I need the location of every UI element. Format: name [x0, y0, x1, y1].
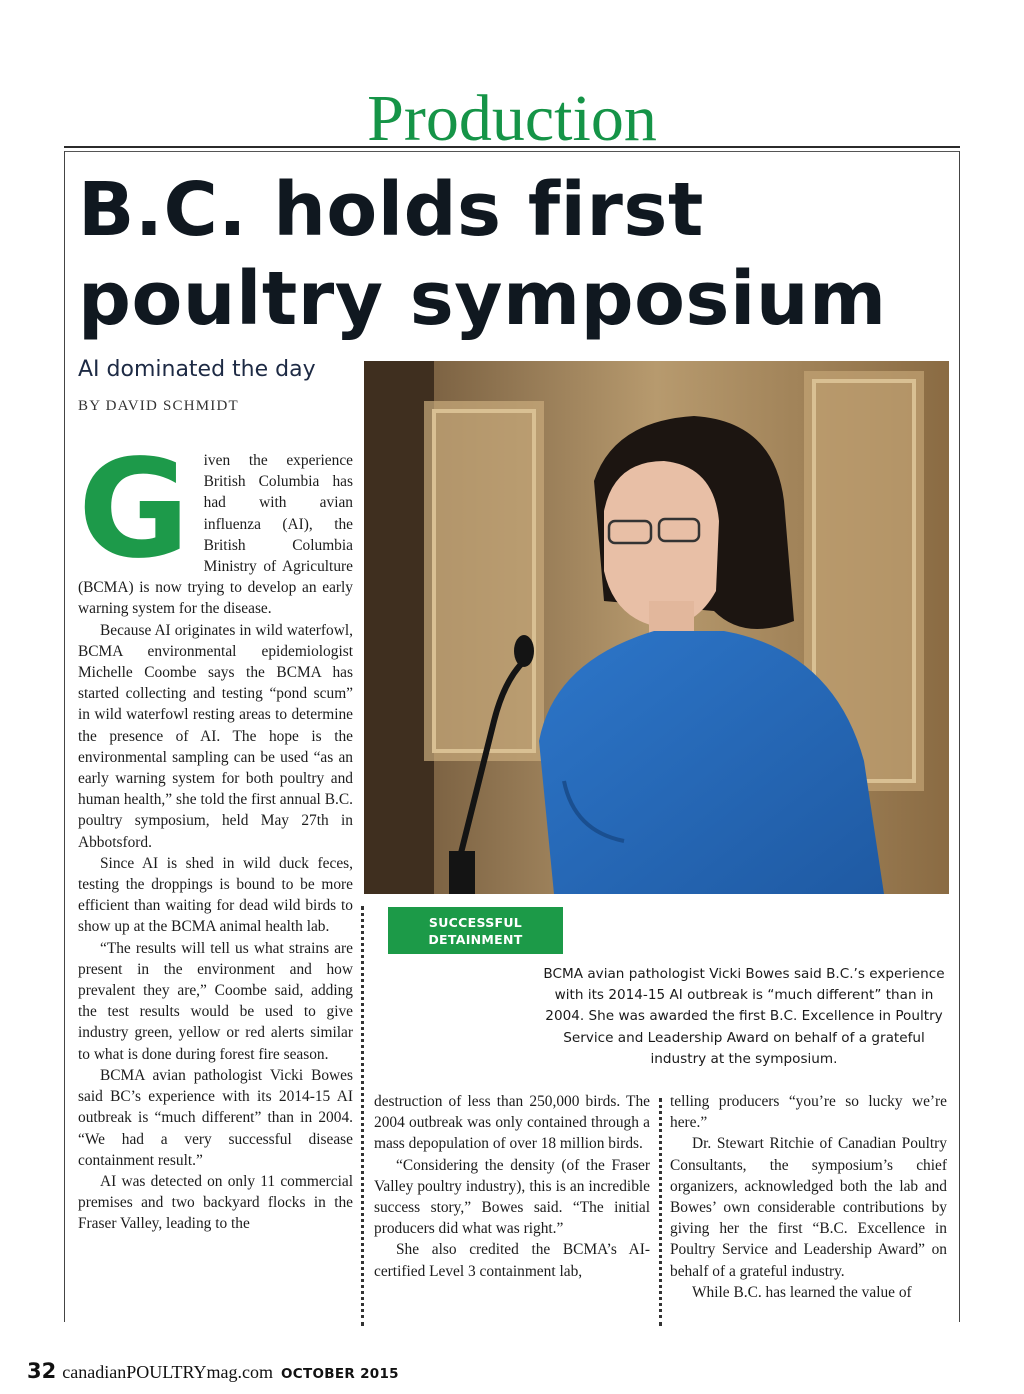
article-column-1: [78, 450, 353, 1328]
headline-line-1: B.C. holds first: [78, 167, 704, 253]
column-divider-dots: [659, 1098, 662, 1326]
paragraph: Dr. Stewart Ritchie of Canadian Poultry Consultants, the symposium’s chief organizers, acknowledged both the lab and Bowes’ own considerable contributions by giving her the first “B.C. Excellence in Poultry Service and Leadership Award” on behalf of a grateful industry.: [670, 1135, 947, 1280]
paragraph: BCMA avian pathologist Vicki Bowes said BC’s experience with its 2014-15 AI outbreak is “much different” than in 2004. “We had a very successful disease containment result.”: [78, 1066, 353, 1169]
paragraph: telling producers “you’re so lucky we’re here.”: [670, 1093, 947, 1132]
paragraph: She also credited the BCMA’s AI-certified Level 3 containment lab,: [374, 1241, 650, 1280]
header-rule-inner: [64, 151, 960, 152]
article-column-3: [670, 1091, 947, 1328]
frame-right-border: [959, 151, 960, 1322]
issue-date: OCTOBER 2015: [281, 1366, 399, 1382]
article-deck: AI dominated the day: [78, 357, 316, 382]
paragraph: While B.C. has learned the value of: [692, 1283, 912, 1301]
paragraph: iven the experience British Columbia has had with avian influenza (AI), the British Columbia Ministry of Agriculture (BCMA) is now trying to develop an early warning system for the disease.: [78, 452, 353, 618]
section-title: Production: [367, 82, 657, 155]
badge-line-1: SUCCESSFUL: [428, 915, 523, 930]
photograph-icon: [364, 361, 949, 894]
headline-line-2: poultry symposium: [78, 256, 887, 342]
page-number: 32: [27, 1359, 57, 1383]
article-column-2: [374, 1091, 650, 1328]
page-footer: [27, 1359, 399, 1383]
header-rule: [64, 146, 960, 148]
paragraph: AI was detected on only 11 commercial premises and two backyard flocks in the Fraser Valley, leading to the: [78, 1172, 353, 1233]
photo-caption: BCMA avian pathologist Vicki Bowes said B.C.’s experience with its 2014-15 AI outbreak is “much different” than in 2004. She was awarded the first B.C. Excellence in Poultry Service and Leadership Award on behalf of a grateful industry at the symposium.: [543, 966, 945, 1067]
paragraph: Since AI is shed in wild duck feces, testing the droppings is bound to be more efficient than waiting for dead wild birds to show up at the BCMA animal health lab.: [78, 854, 353, 936]
photo-badge: [388, 907, 563, 954]
column-divider-dots: [361, 906, 364, 1326]
drop-cap: G: [78, 450, 190, 589]
paragraph: destruction of less than 250,000 birds. The 2004 outbreak was only contained through a mass depopulation of over 18 million birds.: [374, 1093, 650, 1153]
paragraph: “The results will tell us what strains are present in the environment and how prevalent they are,” Coombe said, adding the test results would be used to give industry green, yellow or red alerts similar to what is done during forest fire season.: [78, 939, 353, 1063]
frame-left-border: [64, 151, 65, 1322]
article-byline: BY DAVID SCHMIDT: [78, 398, 239, 414]
paragraph: “Considering the density (of the Fraser Valley poultry industry), this is an incredible success story,” Bowes said. “The initial producers did what was right.”: [374, 1156, 650, 1238]
magazine-url: canadianPOULTRYmag.com: [62, 1362, 274, 1382]
paragraph: Because AI originates in wild waterfowl, BCMA environmental epidemiologist Michelle Coombe says the BCMA has started collecting and testing “pond scum” in wild waterfowl resting areas to determine the presence of AI. The hope is the environmental sampling can be used “as an early warning system for both poultry and human health,” she told the first annual B.C. poultry symposium, held May 27th in Abbotsford.: [78, 621, 353, 851]
article-headline: [78, 166, 948, 344]
speaker-photo: [364, 361, 949, 894]
badge-line-2: DETAINMENT: [428, 932, 523, 947]
